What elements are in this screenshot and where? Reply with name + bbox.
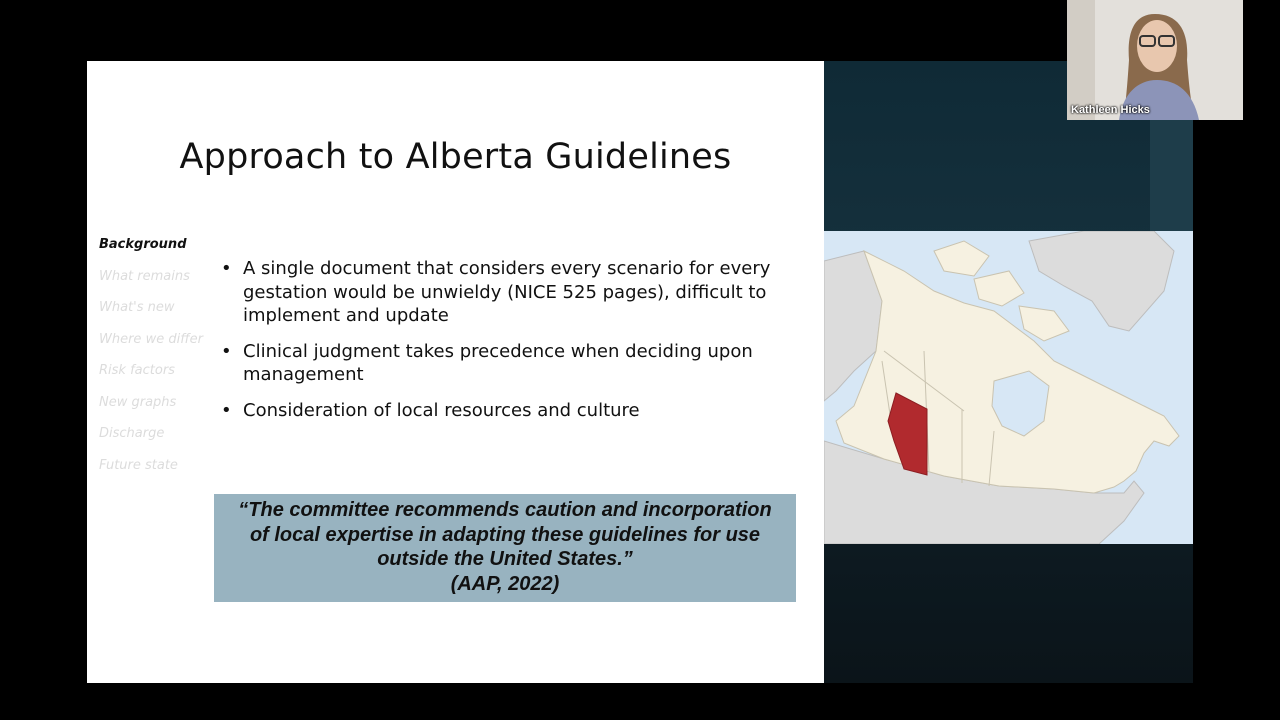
bullet-item: • Consideration of local resources and culture xyxy=(219,399,809,423)
slide-section-nav xyxy=(99,237,217,489)
section-nav-item: Discharge xyxy=(99,426,165,441)
section-nav-item: Background xyxy=(99,237,187,252)
quote-box xyxy=(214,494,796,602)
video-wall-shadow xyxy=(1067,0,1095,120)
slide-title: Approach to Alberta Guidelines xyxy=(179,137,732,177)
section-nav-item: Where we differ xyxy=(99,331,203,347)
quote-line: of local expertise in adapting these guidelines for use xyxy=(249,523,761,546)
bullet-item: • Clinical judgment takes precedence when deciding upon management xyxy=(219,340,809,387)
canada-map-graphic xyxy=(824,231,1193,544)
bullet-list xyxy=(219,257,809,434)
section-nav-item: New graphs xyxy=(99,394,177,410)
section-nav-item: Risk factors xyxy=(99,363,175,378)
participant-video xyxy=(1067,0,1243,120)
quote-line: “The committee recommends caution and incorporation xyxy=(238,499,772,521)
section-nav-item: Future state xyxy=(99,457,178,473)
quote-citation: (AAP, 2022) xyxy=(450,572,560,595)
quote-line: outside the United States.” xyxy=(377,548,633,570)
bullet-item: • A single document that considers every scenario for every gestation would be unwieldy (NICE 525 pages), difficult to implement and update xyxy=(219,257,809,328)
participant-video-tile[interactable] xyxy=(1067,0,1243,120)
participant-name-label: Kathleen Hicks xyxy=(1071,104,1150,116)
canada-map xyxy=(824,231,1193,544)
section-nav-item: What remains xyxy=(99,268,190,284)
shared-slide xyxy=(87,61,1193,683)
section-nav-item: What's new xyxy=(99,300,175,315)
